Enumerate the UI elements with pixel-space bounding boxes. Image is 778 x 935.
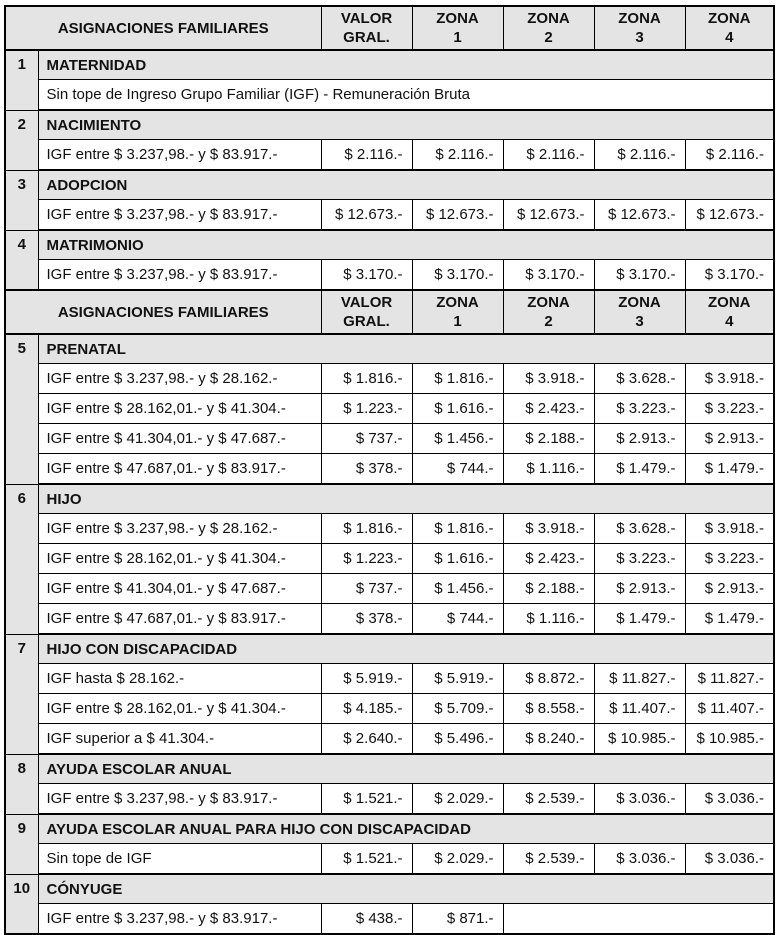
section-header-row	[5, 484, 774, 514]
value-cell: $ 438.-	[321, 904, 412, 935]
value-cell: $ 1.816.-	[412, 364, 503, 394]
value-cell: $ 3.223.-	[685, 544, 774, 574]
section-title-cell: AYUDA ESCOLAR ANUAL PARA HIJO CON DISCAPACIDAD	[38, 814, 774, 844]
section-header-row	[5, 170, 774, 200]
row-label-cell: IGF entre $ 28.162,01.- y $ 41.304.-	[38, 394, 321, 424]
value-cell: $ 5.709.-	[412, 694, 503, 724]
value-cell: $ 1.616.-	[412, 394, 503, 424]
value-cell: $ 744.-	[412, 454, 503, 485]
value-cell: $ 11.827.-	[685, 664, 774, 694]
value-cell: $ 378.-	[321, 454, 412, 485]
section-number-cell: 6	[5, 484, 38, 634]
table-row	[5, 80, 774, 111]
section-header-row	[5, 634, 774, 664]
value-cell: $ 1.116.-	[503, 604, 594, 635]
value-cell: $ 3.170.-	[685, 260, 774, 291]
value-cell: $ 2.539.-	[503, 844, 594, 875]
section-header-row	[5, 874, 774, 904]
value-cell: $ 3.170.-	[503, 260, 594, 291]
row-label-cell: Sin tope de Ingreso Grupo Familiar (IGF) - Remuneración Bruta	[38, 80, 774, 111]
table-row	[5, 260, 774, 291]
value-cell: $ 1.479.-	[594, 454, 685, 485]
value-cell: $ 1.223.-	[321, 544, 412, 574]
row-label-cell: IGF entre $ 3.237,98.- y $ 83.917.-	[38, 904, 321, 935]
value-cell: $ 1.479.-	[685, 604, 774, 635]
header-column-line2: 4	[725, 29, 734, 46]
value-cell: $ 3.223.-	[685, 394, 774, 424]
section-header-row	[5, 334, 774, 364]
row-label-cell: IGF superior a $ 41.304.-	[38, 724, 321, 755]
value-cell: $ 2.913.-	[594, 424, 685, 454]
value-cell: $ 3.036.-	[594, 844, 685, 875]
value-cell: $ 1.521.-	[321, 784, 412, 815]
header-column-line2: 3	[635, 313, 644, 330]
value-cell: $ 2.539.-	[503, 784, 594, 815]
row-label-cell: IGF entre $ 47.687,01.- y $ 83.917.-	[38, 454, 321, 485]
section-number-cell: 8	[5, 754, 38, 814]
section-number-cell: 5	[5, 334, 38, 484]
table-row	[5, 784, 774, 815]
table-row	[5, 454, 774, 485]
value-cell: $ 1.616.-	[412, 544, 503, 574]
value-cell: $ 2.116.-	[594, 140, 685, 171]
section-title-cell: MATERNIDAD	[38, 50, 774, 80]
value-cell: $ 1.456.-	[412, 574, 503, 604]
table-row	[5, 140, 774, 171]
value-cell: $ 5.919.-	[321, 664, 412, 694]
table-row	[5, 394, 774, 424]
row-label-cell: IGF entre $ 3.237,98.- y $ 83.917.-	[38, 140, 321, 171]
header-column-line2: 1	[453, 29, 462, 46]
table-row	[5, 604, 774, 635]
row-label-cell: Sin tope de IGF	[38, 844, 321, 875]
value-cell: $ 2.188.-	[503, 424, 594, 454]
value-cell: $ 1.816.-	[321, 514, 412, 544]
section-header-row	[5, 50, 774, 80]
value-cell: $ 10.985.-	[594, 724, 685, 755]
value-cell: $ 8.872.-	[503, 664, 594, 694]
section-title-cell: NACIMIENTO	[38, 110, 774, 140]
value-cell: $ 8.240.-	[503, 724, 594, 755]
header-title-cell: ASIGNACIONES FAMILIARES	[5, 6, 321, 50]
value-cell: $ 3.036.-	[594, 784, 685, 815]
value-cell: $ 2.116.-	[503, 140, 594, 171]
header-column-line1: ZONA	[708, 294, 751, 311]
header-column-cell	[412, 6, 503, 50]
value-cell: $ 3.628.-	[594, 364, 685, 394]
header-column-cell	[594, 6, 685, 50]
value-cell: $ 2.116.-	[321, 140, 412, 171]
value-cell: $ 2.116.-	[685, 140, 774, 171]
table-row	[5, 200, 774, 231]
value-cell: $ 1.116.-	[503, 454, 594, 485]
value-cell: $ 11.407.-	[685, 694, 774, 724]
section-header-row	[5, 110, 774, 140]
section-number-cell: 3	[5, 170, 38, 230]
header-column-line2: 3	[635, 29, 644, 46]
section-title-cell: MATRIMONIO	[38, 230, 774, 260]
value-cell: $ 3.918.-	[503, 514, 594, 544]
value-cell: $ 3.918.-	[685, 364, 774, 394]
header-column-line2: GRAL.	[343, 29, 390, 46]
value-cell: $ 3.170.-	[321, 260, 412, 291]
row-label-cell: IGF entre $ 28.162,01.- y $ 41.304.-	[38, 544, 321, 574]
header-column-line1: ZONA	[527, 10, 570, 27]
table-header-row	[5, 290, 774, 334]
header-column-line2: 1	[453, 313, 462, 330]
value-cell: $ 3.223.-	[594, 394, 685, 424]
header-column-cell	[594, 290, 685, 334]
value-cell: $ 12.673.-	[685, 200, 774, 231]
section-header-row	[5, 754, 774, 784]
header-column-line1: ZONA	[436, 10, 479, 27]
value-cell: $ 5.496.-	[412, 724, 503, 755]
value-cell: $ 12.673.-	[594, 200, 685, 231]
header-column-line1: VALOR	[340, 10, 393, 27]
row-label-cell: IGF entre $ 3.237,98.- y $ 83.917.-	[38, 200, 321, 231]
header-column-cell	[321, 290, 412, 334]
header-column-cell	[685, 6, 774, 50]
asignaciones-familiares-table	[4, 5, 775, 935]
table-row	[5, 904, 774, 935]
header-column-line1: ZONA	[708, 10, 751, 27]
value-cell: $ 3.918.-	[503, 364, 594, 394]
value-cell: $ 2.913.-	[685, 424, 774, 454]
header-column-line2: 2	[544, 29, 553, 46]
table-row	[5, 424, 774, 454]
table-row	[5, 574, 774, 604]
value-cell: $ 3.223.-	[594, 544, 685, 574]
row-label-cell: IGF entre $ 41.304,01.- y $ 47.687.-	[38, 424, 321, 454]
section-title-cell: PRENATAL	[38, 334, 774, 364]
table-body	[5, 6, 774, 934]
table-row	[5, 364, 774, 394]
row-label-cell: IGF entre $ 3.237,98.- y $ 28.162.-	[38, 364, 321, 394]
section-number-cell: 1	[5, 50, 38, 110]
row-label-cell: IGF entre $ 28.162,01.- y $ 41.304.-	[38, 694, 321, 724]
value-cell: $ 3.036.-	[685, 844, 774, 875]
header-column-cell	[685, 290, 774, 334]
section-title-cell: CÓNYUGE	[38, 874, 774, 904]
table-row	[5, 844, 774, 875]
value-cell: $ 3.918.-	[685, 514, 774, 544]
value-cell: $ 2.640.-	[321, 724, 412, 755]
value-cell: $ 12.673.-	[412, 200, 503, 231]
row-label-cell: IGF entre $ 47.687,01.- y $ 83.917.-	[38, 604, 321, 635]
value-cell: $ 10.985.-	[685, 724, 774, 755]
row-label-cell: IGF entre $ 41.304,01.- y $ 47.687.-	[38, 574, 321, 604]
value-cell: $ 2.423.-	[503, 544, 594, 574]
section-title-cell: AYUDA ESCOLAR ANUAL	[38, 754, 774, 784]
table-header-row	[5, 6, 774, 50]
value-cell: $ 2.029.-	[412, 784, 503, 815]
section-header-row	[5, 230, 774, 260]
section-title-cell: ADOPCION	[38, 170, 774, 200]
table-row	[5, 544, 774, 574]
value-cell: $ 3.170.-	[594, 260, 685, 291]
table-row	[5, 514, 774, 544]
header-column-line1: ZONA	[436, 294, 479, 311]
value-cell: $ 4.185.-	[321, 694, 412, 724]
header-column-line2: 4	[725, 313, 734, 330]
table-row	[5, 724, 774, 755]
header-title-cell: ASIGNACIONES FAMILIARES	[5, 290, 321, 334]
section-number-cell: 2	[5, 110, 38, 170]
value-cell: $ 2.913.-	[685, 574, 774, 604]
table-row	[5, 694, 774, 724]
row-label-cell: IGF entre $ 3.237,98.- y $ 83.917.-	[38, 260, 321, 291]
section-header-row	[5, 814, 774, 844]
value-cell: $ 1.521.-	[321, 844, 412, 875]
value-cell: $ 2.188.-	[503, 574, 594, 604]
header-column-line1: VALOR	[340, 294, 393, 311]
header-column-cell	[503, 6, 594, 50]
header-column-line1: ZONA	[618, 294, 661, 311]
value-cell: $ 8.558.-	[503, 694, 594, 724]
section-title-cell: HIJO CON DISCAPACIDAD	[38, 634, 774, 664]
value-cell: $ 2.423.-	[503, 394, 594, 424]
value-cell: $ 744.-	[412, 604, 503, 635]
value-cell: $ 12.673.-	[503, 200, 594, 231]
value-cell: $ 1.816.-	[321, 364, 412, 394]
value-cell: $ 1.816.-	[412, 514, 503, 544]
value-cell: $ 1.223.-	[321, 394, 412, 424]
document-page	[4, 5, 775, 935]
value-cell: $ 2.913.-	[594, 574, 685, 604]
value-cell: $ 5.919.-	[412, 664, 503, 694]
header-column-cell	[321, 6, 412, 50]
header-column-line1: ZONA	[527, 294, 570, 311]
header-column-line1: ZONA	[618, 10, 661, 27]
value-cell: $ 3.036.-	[685, 784, 774, 815]
value-cell: $ 3.628.-	[594, 514, 685, 544]
value-cell: $ 871.-	[412, 904, 503, 935]
value-cell: $ 1.479.-	[594, 604, 685, 635]
section-title-cell: HIJO	[38, 484, 774, 514]
row-label-cell: IGF entre $ 3.237,98.- y $ 83.917.-	[38, 784, 321, 815]
row-label-cell: IGF entre $ 3.237,98.- y $ 28.162.-	[38, 514, 321, 544]
table-row	[5, 664, 774, 694]
value-cell: $ 737.-	[321, 424, 412, 454]
value-cell: $ 378.-	[321, 604, 412, 635]
value-cell: $ 1.479.-	[685, 454, 774, 485]
header-column-cell	[412, 290, 503, 334]
header-column-line2: GRAL.	[343, 313, 390, 330]
value-cell: $ 1.456.-	[412, 424, 503, 454]
row-label-cell: IGF hasta $ 28.162.-	[38, 664, 321, 694]
value-cell: $ 3.170.-	[412, 260, 503, 291]
value-cell: $ 2.029.-	[412, 844, 503, 875]
value-cell: $ 12.673.-	[321, 200, 412, 231]
value-cell: $ 11.407.-	[594, 694, 685, 724]
section-number-cell: 10	[5, 874, 38, 934]
header-column-line2: 2	[544, 313, 553, 330]
header-column-cell	[503, 290, 594, 334]
value-cell: $ 11.827.-	[594, 664, 685, 694]
value-cell: $ 2.116.-	[412, 140, 503, 171]
empty-value-cell	[503, 904, 774, 935]
section-number-cell: 7	[5, 634, 38, 754]
section-number-cell: 9	[5, 814, 38, 874]
value-cell: $ 737.-	[321, 574, 412, 604]
section-number-cell: 4	[5, 230, 38, 290]
